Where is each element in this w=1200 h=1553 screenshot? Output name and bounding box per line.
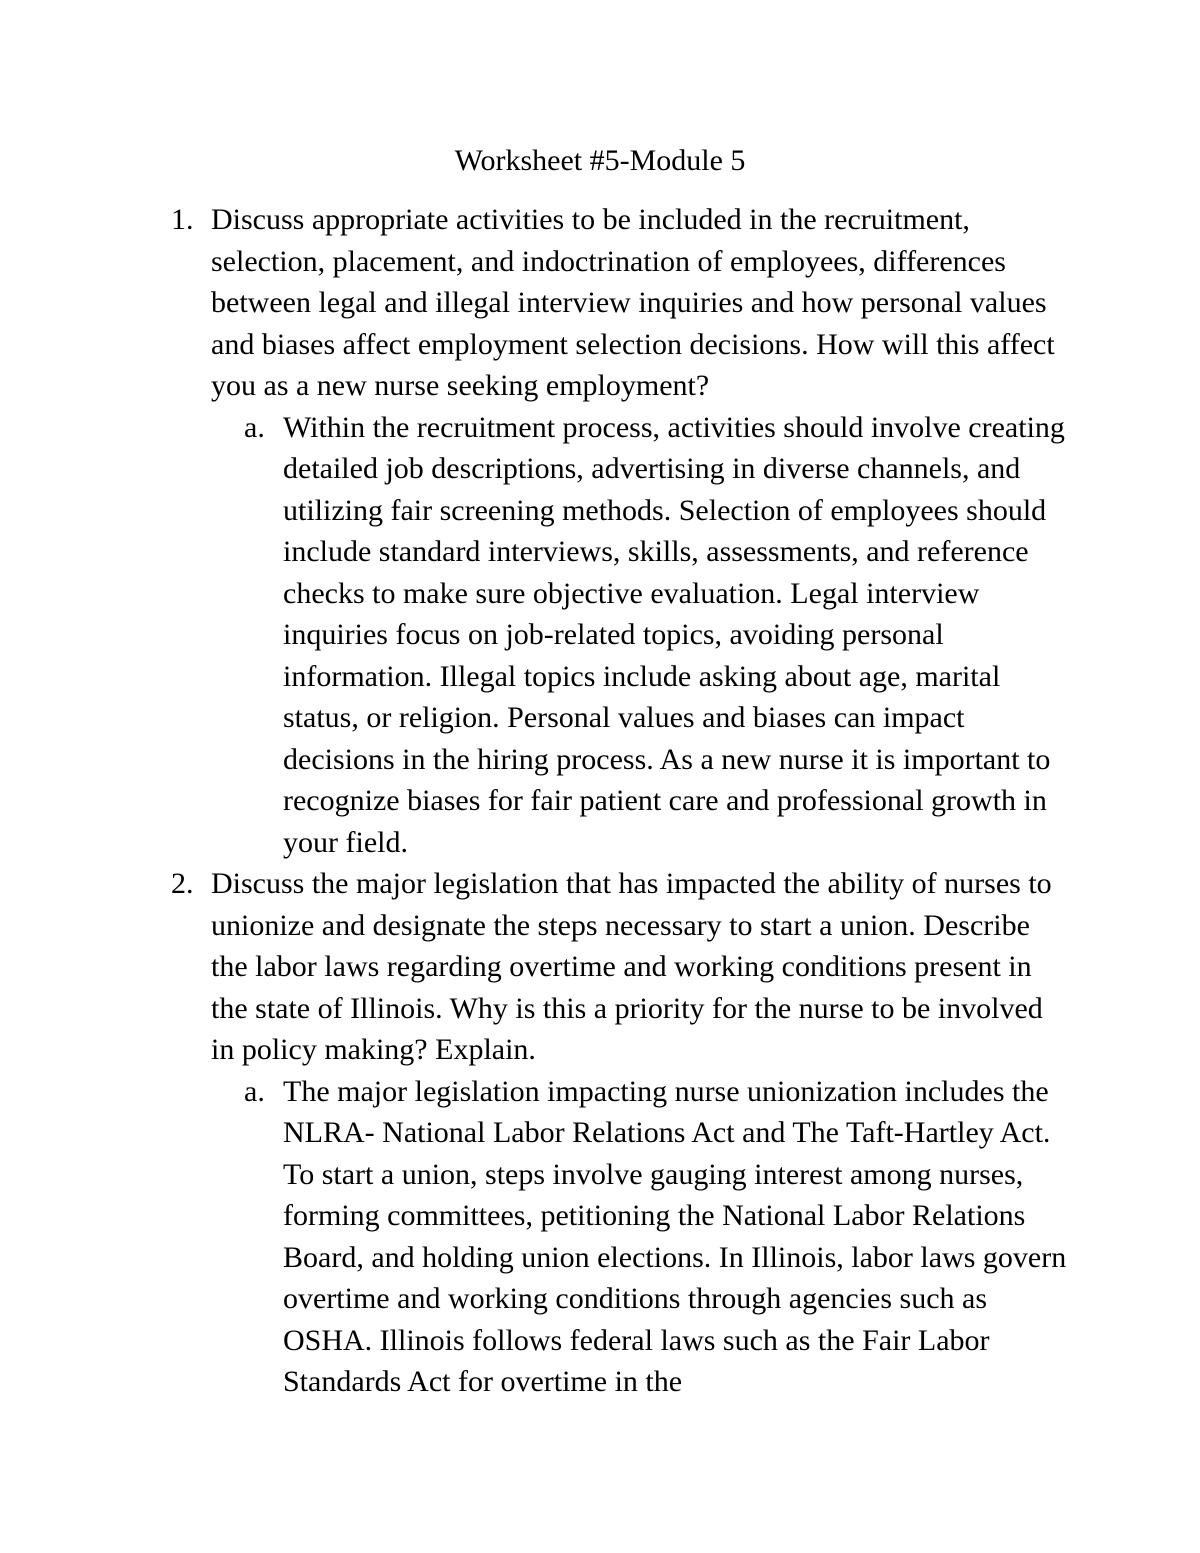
- answer-letter: a.: [244, 1074, 265, 1108]
- question-text: Discuss the major legislation that has impacted the ability of nurses to unionize and designate the steps necessary to start a union. Describe the labor laws regarding overtime and working conditions present in the state of Illinois. Why is this a priority for the nurse to be involved in policy making? Explain.: [211, 867, 1052, 1066]
- question-text: Discuss appropriate activities to be included in the recruitment, selection, placement, and indoctrination of employees, differences between legal and illegal interview inquiries and how personal values and biases affect employment selection decisions. How will this affect you as a new nurse seeking employment?: [211, 203, 1055, 402]
- question-item-2: [0, 863, 1071, 1403]
- answer-letter: a.: [244, 410, 265, 444]
- question-number: 2.: [171, 867, 194, 900]
- answer-text: Within the recruitment process, activities should involve creating detailed job descriptions, advertising in diverse channels, and utilizing fair screening methods. Selection of employees should include standard interviews, skills, assessments, and reference checks to make sure objective evaluation. Legal interview inquiries focus on job-related topics, avoiding personal information. Illegal topics include asking about age, marital status, or religion. Personal values and biases can impact decisions in the hiring process. As a new nurse it is important to recognize biases for fair patient care and professional growth in your field.: [283, 410, 1065, 859]
- question-list: [0, 199, 1200, 1403]
- question-number: 1.: [171, 203, 194, 236]
- page-title: Worksheet #5-Module 5: [454, 144, 746, 177]
- answer-text: The major legislation impacting nurse unionization includes the NLRA- National Labor Relations Act and The Taft-Hartley Act. To start a union, steps involve gauging interest among nurses, forming committees, petitioning the National Labor Relations Board, and holding union elections. In Illinois, labor laws govern overtime and working conditions through agencies such as OSHA. Illinois follows federal laws such as the Fair Labor Standards Act for overtime in the: [283, 1074, 1067, 1398]
- question-item-1: [0, 199, 1071, 863]
- answer-item: [211, 407, 1073, 864]
- answer-item: [211, 1071, 1073, 1403]
